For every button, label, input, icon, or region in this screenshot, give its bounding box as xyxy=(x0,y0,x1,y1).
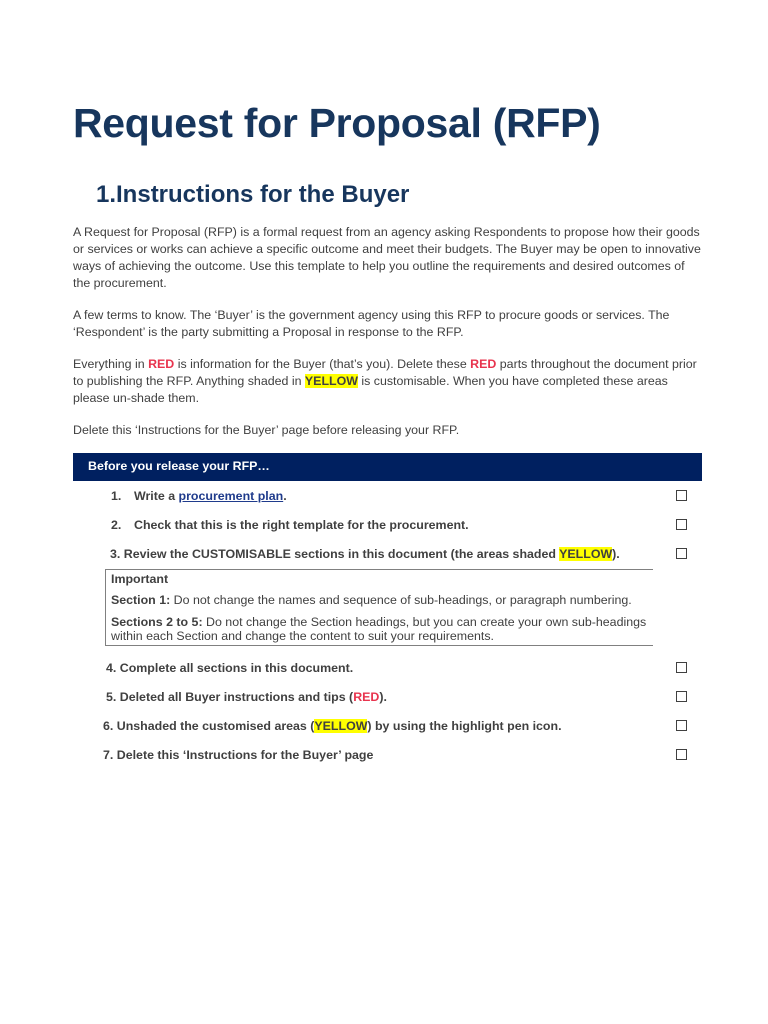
checklist-item xyxy=(0,545,768,563)
delete-page-paragraph: Delete this ‘Instructions for the Buyer’ page before releasing your RFP. xyxy=(73,423,460,437)
checkbox[interactable] xyxy=(676,519,687,530)
checkbox[interactable] xyxy=(676,749,687,760)
checklist-item xyxy=(0,487,768,505)
checkbox[interactable] xyxy=(676,662,687,673)
yellow-keyword: YELLOW xyxy=(559,547,613,561)
checklist-item xyxy=(0,659,768,677)
item-text: Check that this is the right template for the procurement. xyxy=(134,518,469,532)
item-text: 6. Unshaded the customised areas (YELLOW) by using the highlight pen icon. xyxy=(103,719,562,733)
procurement-plan-link[interactable]: procurement plan xyxy=(178,489,284,503)
legend-text: Everything in xyxy=(73,357,149,371)
important-note-box xyxy=(105,569,653,646)
item-number: 2. xyxy=(111,518,122,532)
item-number: 1. xyxy=(111,489,122,503)
banner-text: Before you release your RFP… xyxy=(88,459,270,473)
checkbox[interactable] xyxy=(676,720,687,731)
checklist-item xyxy=(0,746,768,764)
item-text: Write a procurement plan. xyxy=(134,489,287,503)
item-text: 5. Deleted all Buyer instructions and tips (RED). xyxy=(106,690,387,704)
red-keyword: RED xyxy=(470,357,497,371)
color-legend-paragraph xyxy=(73,356,703,407)
checklist-item xyxy=(0,688,768,706)
item-text: 4. Complete all sections in this document. xyxy=(106,661,354,675)
checkbox[interactable] xyxy=(676,548,687,559)
terms-paragraph: A few terms to know. The ‘Buyer’ is the government agency using this RFP to procure goods or services. The ‘Respondent’ is the party submitting a Proposal in response to the RFP. xyxy=(73,308,670,339)
legend-text: is customisable. When you have completed these areas please un-shade them. xyxy=(73,374,668,405)
red-keyword: RED xyxy=(148,357,175,371)
red-keyword: RED xyxy=(353,690,380,704)
item-text: 3. Review the CUSTOMISABLE sections in this document (the areas shaded YELLOW). xyxy=(110,547,620,561)
checklist-item xyxy=(0,516,768,534)
yellow-keyword: YELLOW xyxy=(304,374,358,388)
checkbox[interactable] xyxy=(676,691,687,702)
section-1-note: Section 1: Do not change the names and sequence of sub-headings, or paragraph numbering. xyxy=(111,593,632,607)
document-title: Request for Proposal (RFP) xyxy=(73,100,601,146)
yellow-keyword: YELLOW xyxy=(314,719,368,733)
important-title: Important xyxy=(111,572,169,586)
legend-text: parts throughout the document prior to publishing the RFP. Anything shaded in xyxy=(73,357,697,388)
legend-text: is information for the Buyer (that’s you). Delete these xyxy=(174,357,471,371)
checklist-item xyxy=(0,717,768,735)
intro-paragraph: A Request for Proposal (RFP) is a formal request from an agency asking Respondents to propose how their goods or services or works can achieve a specific outcome and meet their budgets. The Buyer may be open to innovative ways of achieving the outcome. Use this template to help you outline the requirements and desired outcomes of the procurement. xyxy=(73,225,701,290)
checklist-banner xyxy=(73,453,702,481)
section-heading: 1.Instructions for the Buyer xyxy=(96,181,410,208)
sections-2-5-note: Sections 2 to 5: Do not change the Section headings, but you can create your own sub-headings within each Section and change the content to suit your requirements. xyxy=(111,615,647,643)
item-text: 7. Delete this ‘Instructions for the Buyer’ page xyxy=(103,748,374,762)
checkbox[interactable] xyxy=(676,490,687,501)
